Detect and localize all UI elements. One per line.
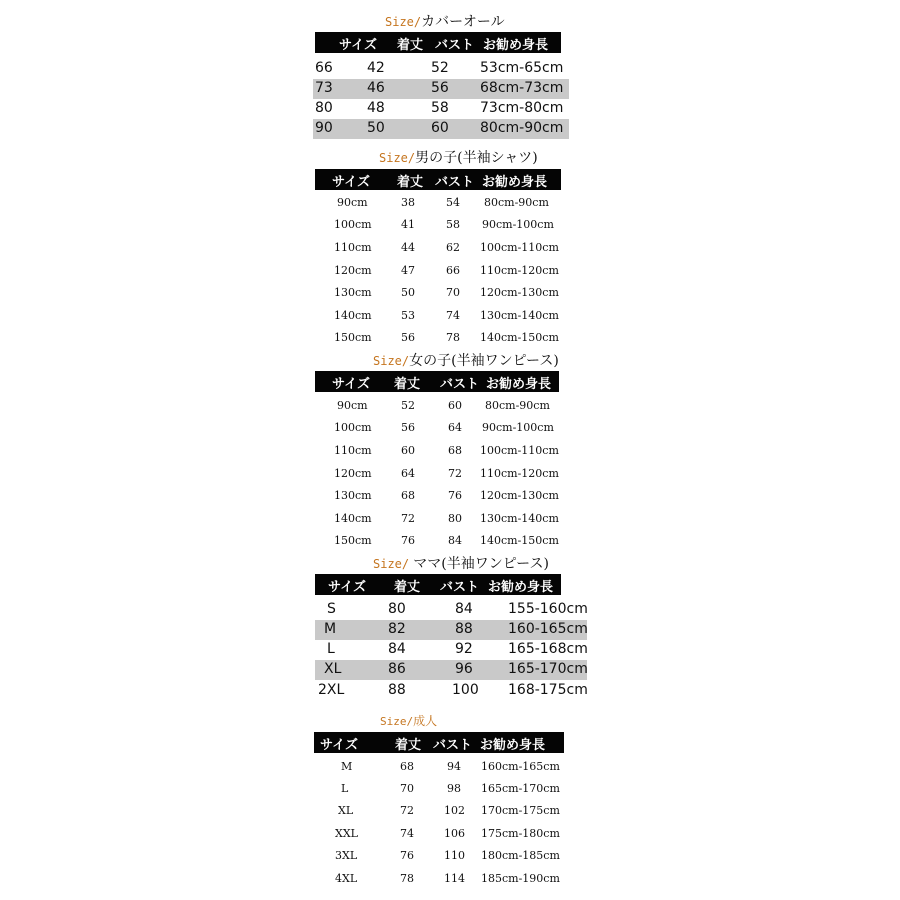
cell-length: 44 <box>401 241 415 254</box>
cell-length: 82 <box>388 621 406 637</box>
table-row <box>315 238 565 258</box>
cell-height: 90cm-100cm <box>482 218 554 231</box>
cell-height: 165cm-170cm <box>481 782 560 795</box>
cell-length: 68 <box>400 760 414 773</box>
cell-length: 46 <box>367 80 385 96</box>
cell-bust: 98 <box>447 782 461 795</box>
cell-length: 56 <box>401 421 415 434</box>
table-row <box>315 600 587 620</box>
title-text: カバーオール <box>421 14 505 30</box>
cell-height: 130cm-140cm <box>480 512 559 525</box>
boys-title <box>379 147 538 167</box>
cell-height: 165-170cm <box>508 661 588 677</box>
cell-size: 80 <box>315 100 333 116</box>
cell-height: 100cm-110cm <box>480 444 559 457</box>
cell-height: 100cm-110cm <box>480 241 559 254</box>
table-header <box>314 732 564 753</box>
cell-length: 78 <box>400 872 414 885</box>
cell-size: 3XL <box>335 849 358 862</box>
cell-bust: 52 <box>431 60 449 76</box>
cell-bust: 92 <box>455 641 473 657</box>
table-row <box>315 531 565 551</box>
cell-size: 110cm <box>334 241 372 254</box>
cell-bust: 68 <box>448 444 462 457</box>
cell-height: 110cm-120cm <box>480 467 559 480</box>
cell-size: 120cm <box>334 264 372 277</box>
table-row <box>314 846 570 866</box>
header-height: お勧め身長 <box>482 175 548 190</box>
table-row <box>313 119 569 139</box>
table-row <box>314 779 570 799</box>
cell-length: 74 <box>400 827 414 840</box>
cell-bust: 84 <box>448 534 462 547</box>
cell-size: 140cm <box>334 512 372 525</box>
table-row <box>313 79 569 99</box>
cell-size: 130cm <box>334 489 372 502</box>
cell-bust: 78 <box>446 331 460 344</box>
cell-bust: 84 <box>455 601 473 617</box>
cell-length: 86 <box>388 661 406 677</box>
title-prefix: Size/ <box>373 557 410 571</box>
cell-bust: 54 <box>446 196 460 209</box>
cell-length: 50 <box>367 120 385 136</box>
cell-size: XXL <box>335 827 358 840</box>
table-row <box>315 306 565 326</box>
header-size: サイズ <box>332 175 370 190</box>
cell-size: 150cm <box>334 534 372 547</box>
coverall-title <box>385 11 505 31</box>
cell-length: 41 <box>401 218 415 231</box>
header-size: サイズ <box>332 377 370 392</box>
cell-bust: 80 <box>448 512 462 525</box>
header-size: サイズ <box>339 38 377 53</box>
cell-size: 73 <box>315 80 333 96</box>
table-header <box>315 574 561 595</box>
cell-bust: 60 <box>431 120 449 136</box>
cell-height: 165-168cm <box>508 641 588 657</box>
cell-bust: 100 <box>452 682 479 698</box>
cell-size: 4XL <box>335 872 358 885</box>
cell-size: 66 <box>315 60 333 76</box>
cell-size: S <box>327 601 336 617</box>
cell-height: 140cm-150cm <box>480 331 559 344</box>
table-row <box>315 464 565 484</box>
cell-height: 110cm-120cm <box>480 264 559 277</box>
header-height: お勧め身長 <box>488 580 554 595</box>
cell-height: 160-165cm <box>508 621 588 637</box>
cell-length: 84 <box>388 641 406 657</box>
cell-length: 42 <box>367 60 385 76</box>
title-text: ママ(半袖ワンピース) <box>413 556 549 572</box>
cell-height: 130cm-140cm <box>480 309 559 322</box>
cell-length: 88 <box>388 682 406 698</box>
cell-length: 72 <box>401 512 415 525</box>
cell-height: 80cm-90cm <box>485 399 550 412</box>
table-header <box>315 32 561 53</box>
cell-bust: 106 <box>444 827 465 840</box>
table-row <box>315 193 565 213</box>
cell-bust: 70 <box>446 286 460 299</box>
cell-size: M <box>341 760 353 773</box>
cell-length: 68 <box>401 489 415 502</box>
table-row <box>315 441 565 461</box>
cell-size: XL <box>324 661 342 677</box>
cell-size: 110cm <box>334 444 372 457</box>
header-size: サイズ <box>320 738 358 753</box>
header-height: お勧め身長 <box>486 377 552 392</box>
cell-length: 72 <box>400 804 414 817</box>
cell-size: 130cm <box>334 286 372 299</box>
header-length: 着丈 <box>397 175 424 190</box>
table-row <box>315 215 565 235</box>
cell-height: 68cm-73cm <box>480 80 564 96</box>
title-prefix: Size/ <box>385 15 422 29</box>
cell-length: 80 <box>388 601 406 617</box>
header-bust: バスト <box>440 377 480 392</box>
cell-bust: 72 <box>448 467 462 480</box>
header-height: お勧め身長 <box>480 738 546 753</box>
cell-height: 175cm-180cm <box>481 827 560 840</box>
cell-length: 64 <box>401 467 415 480</box>
table-row <box>315 640 587 660</box>
cell-height: 73cm-80cm <box>480 100 564 116</box>
table-row <box>314 869 570 889</box>
title-text: 男の子(半袖シャツ) <box>415 150 538 166</box>
cell-height: 155-160cm <box>508 601 588 617</box>
mama-title <box>373 553 549 573</box>
table-row <box>315 328 565 348</box>
cell-bust: 94 <box>447 760 461 773</box>
girls-title <box>373 350 559 370</box>
cell-bust: 56 <box>431 80 449 96</box>
cell-length: 76 <box>400 849 414 862</box>
table-row <box>315 261 565 281</box>
title-prefix: Size/ <box>373 354 410 368</box>
title-prefix: Size/ <box>380 715 414 728</box>
cell-height: 185cm-190cm <box>481 872 560 885</box>
cell-length: 52 <box>401 399 415 412</box>
cell-bust: 110 <box>444 849 465 862</box>
header-size: サイズ <box>328 580 366 595</box>
cell-bust: 66 <box>446 264 460 277</box>
cell-bust: 102 <box>444 804 465 817</box>
cell-bust: 62 <box>446 241 460 254</box>
cell-size: 90cm <box>337 399 368 412</box>
cell-length: 47 <box>401 264 415 277</box>
cell-size: 2XL <box>318 682 345 698</box>
title-text: 成人 <box>413 714 438 728</box>
cell-bust: 58 <box>431 100 449 116</box>
cell-height: 140cm-150cm <box>480 534 559 547</box>
cell-height: 90cm-100cm <box>482 421 554 434</box>
table-row <box>314 757 570 777</box>
cell-size: L <box>341 782 349 795</box>
cell-size: 90cm <box>337 196 368 209</box>
title-text: 女の子(半袖ワンピース) <box>409 353 559 369</box>
cell-height: 120cm-130cm <box>480 286 559 299</box>
cell-height: 180cm-185cm <box>481 849 560 862</box>
cell-bust: 88 <box>455 621 473 637</box>
cell-size: 90 <box>315 120 333 136</box>
cell-height: 80cm-90cm <box>480 120 564 136</box>
table-row <box>315 509 565 529</box>
cell-bust: 60 <box>448 399 462 412</box>
header-length: 着丈 <box>394 377 421 392</box>
cell-bust: 114 <box>444 872 465 885</box>
cell-height: 120cm-130cm <box>480 489 559 502</box>
cell-bust: 58 <box>446 218 460 231</box>
cell-size: XL <box>338 804 354 817</box>
cell-size: M <box>324 621 337 637</box>
cell-length: 60 <box>401 444 415 457</box>
cell-size: L <box>327 641 335 657</box>
cell-length: 56 <box>401 331 415 344</box>
cell-size: 140cm <box>334 309 372 322</box>
table-row <box>315 283 565 303</box>
adult-title <box>380 712 437 729</box>
cell-length: 76 <box>401 534 415 547</box>
cell-size: 120cm <box>334 467 372 480</box>
cell-bust: 76 <box>448 489 462 502</box>
cell-height: 53cm-65cm <box>480 60 564 76</box>
cell-length: 50 <box>401 286 415 299</box>
cell-length: 70 <box>400 782 414 795</box>
table-row <box>315 418 565 438</box>
header-bust: バスト <box>433 738 473 753</box>
cell-bust: 64 <box>448 421 462 434</box>
table-header <box>315 169 561 190</box>
cell-height: 160cm-165cm <box>481 760 560 773</box>
cell-length: 38 <box>401 196 415 209</box>
header-length: 着丈 <box>394 580 421 595</box>
table-row <box>315 486 565 506</box>
header-length: 着丈 <box>395 738 422 753</box>
header-bust: バスト <box>435 38 475 53</box>
table-row <box>315 681 587 701</box>
header-bust: バスト <box>440 580 480 595</box>
table-header <box>315 371 559 392</box>
cell-length: 48 <box>367 100 385 116</box>
table-row <box>315 660 587 680</box>
header-bust: バスト <box>435 175 475 190</box>
cell-size: 150cm <box>334 331 372 344</box>
cell-height: 170cm-175cm <box>481 804 560 817</box>
table-row <box>313 59 571 79</box>
table-row <box>315 620 587 640</box>
cell-size: 100cm <box>334 421 372 434</box>
cell-bust: 74 <box>446 309 460 322</box>
title-prefix: Size/ <box>379 151 416 165</box>
cell-height: 80cm-90cm <box>484 196 549 209</box>
header-length: 着丈 <box>397 38 424 53</box>
table-row <box>313 99 571 119</box>
table-row <box>314 824 570 844</box>
cell-bust: 96 <box>455 661 473 677</box>
cell-height: 168-175cm <box>508 682 588 698</box>
header-height: お勧め身長 <box>483 38 549 53</box>
cell-length: 53 <box>401 309 415 322</box>
cell-size: 100cm <box>334 218 372 231</box>
table-row <box>314 801 570 821</box>
table-row <box>315 396 565 416</box>
